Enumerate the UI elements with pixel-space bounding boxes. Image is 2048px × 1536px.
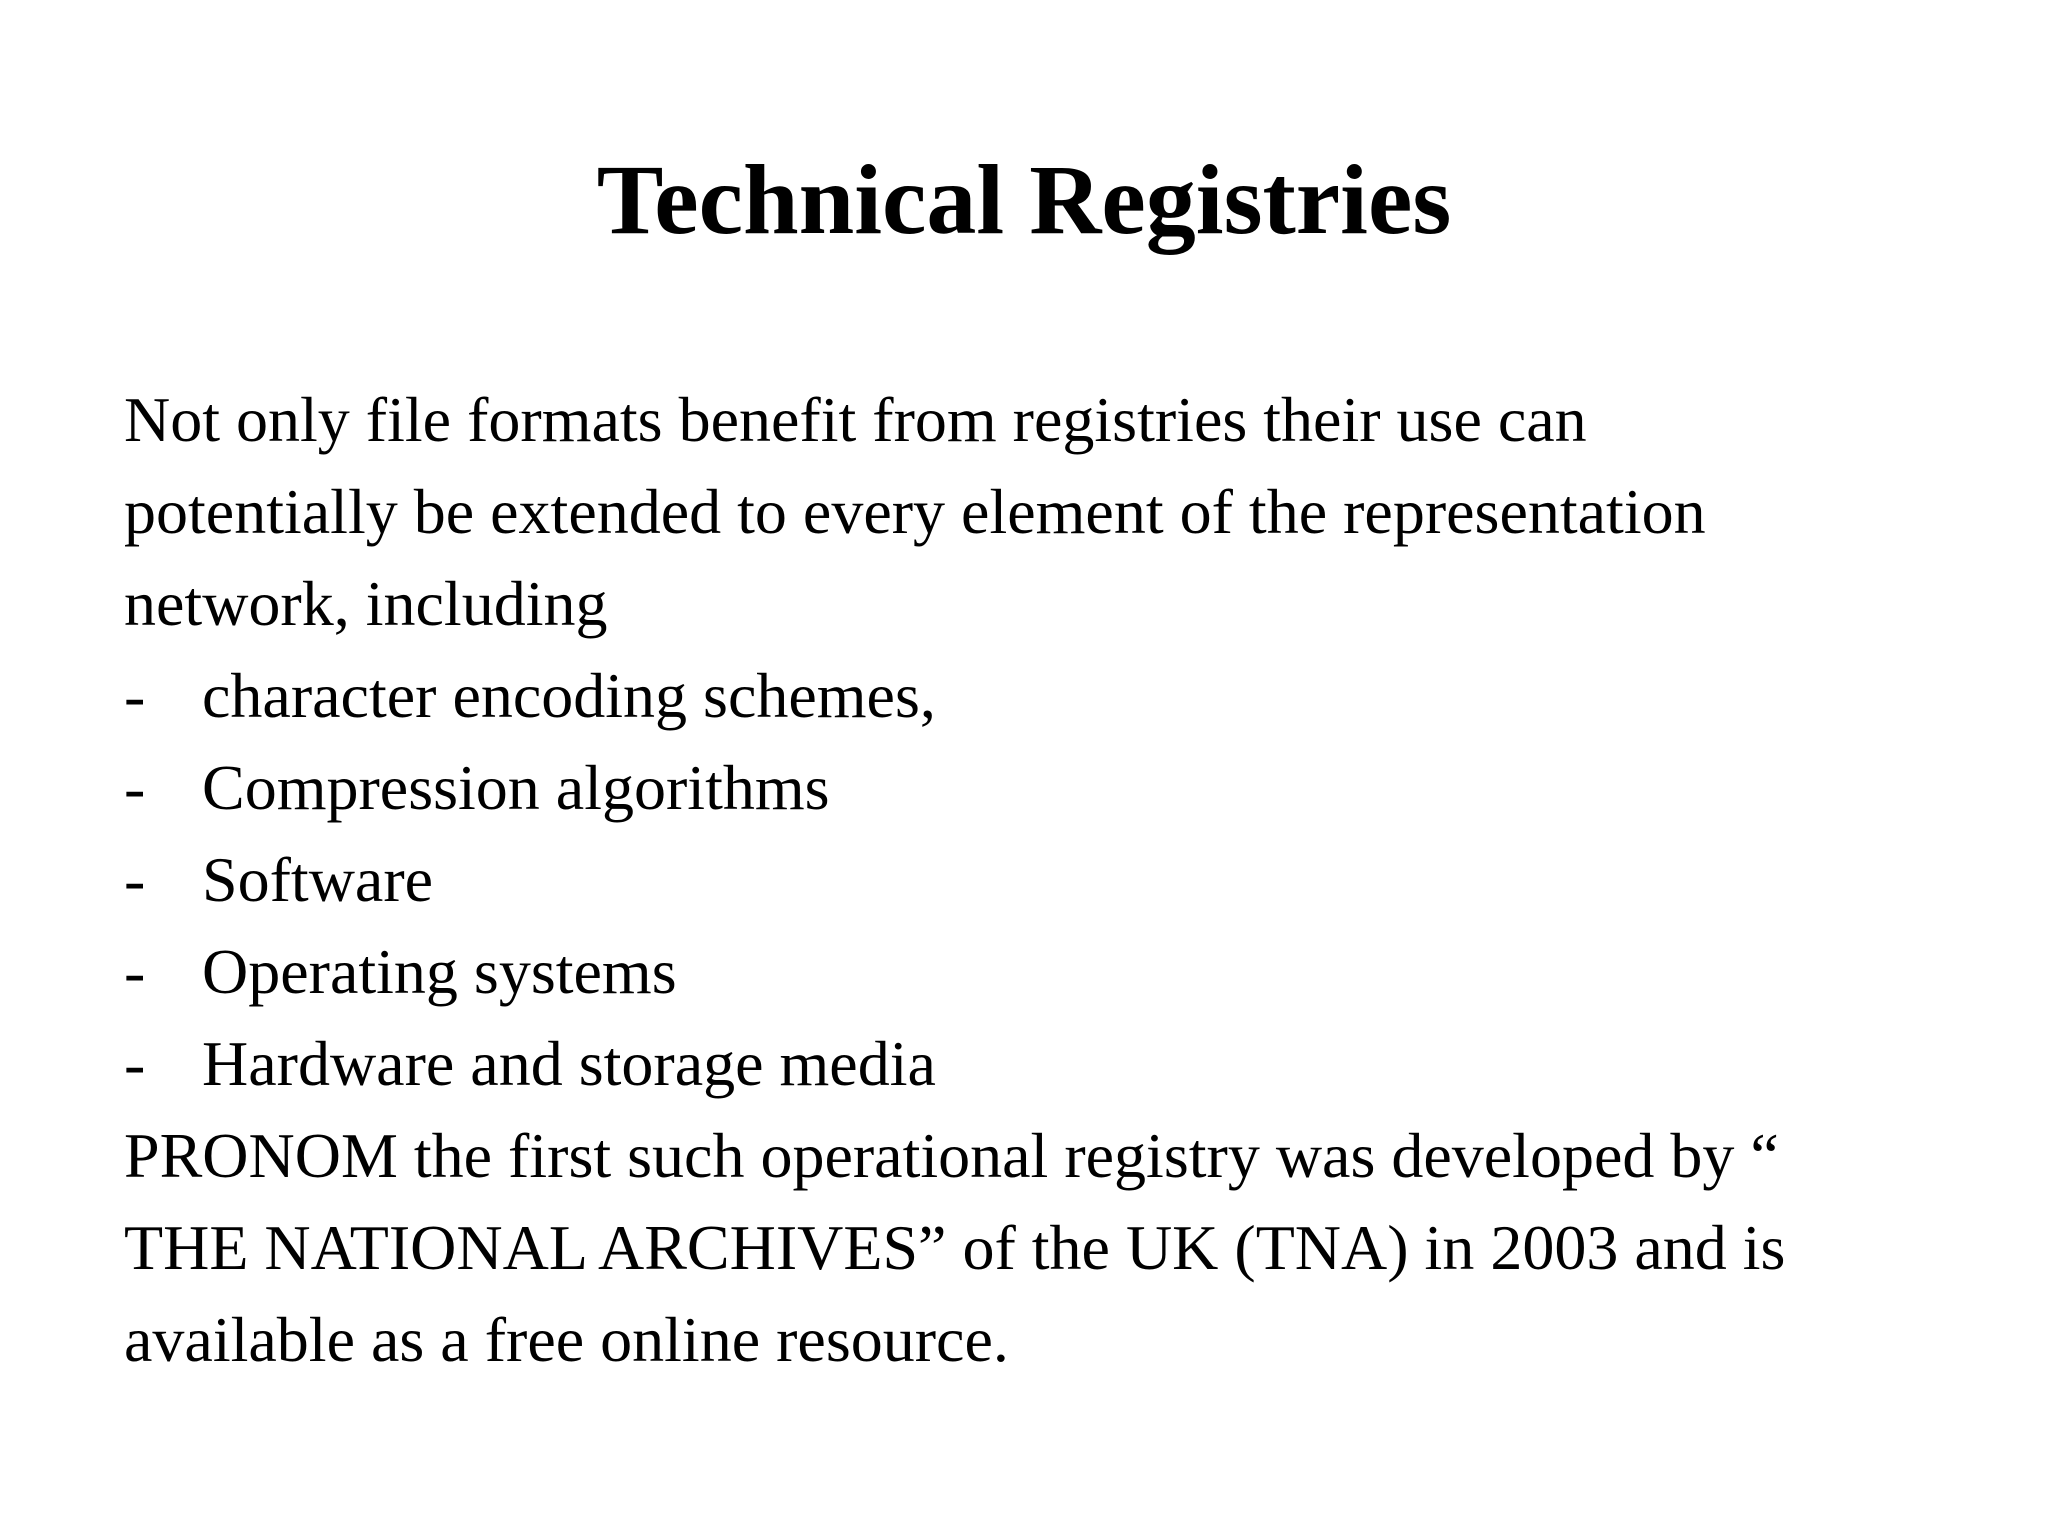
dash-marker: - [124, 936, 146, 1007]
intro-paragraph [124, 374, 1984, 650]
closing-line: PRONOM the first such operational registry was developed by “ [124, 1120, 1779, 1191]
list-item [124, 650, 1984, 742]
closing-paragraph [124, 1110, 1984, 1386]
dash-marker: - [124, 1028, 146, 1099]
list-item [124, 742, 1984, 834]
registry-element-list [124, 650, 1984, 1110]
dash-marker: - [124, 844, 146, 915]
list-item-text: Operating systems [202, 936, 677, 1007]
list-item-text: character encoding schemes, [202, 660, 936, 731]
list-item [124, 1018, 1984, 1110]
intro-line: network, including [124, 568, 608, 639]
slide-title: Technical Registries [596, 144, 1452, 255]
list-item-text: Software [202, 844, 434, 915]
dash-marker: - [124, 660, 146, 731]
list-item [124, 834, 1984, 926]
dash-marker: - [124, 752, 146, 823]
intro-line: potentially be extended to every element of the representation [124, 476, 1706, 547]
intro-line: Not only file formats benefit from registries their use can [124, 384, 1587, 455]
list-item [124, 926, 1984, 1018]
list-item-text: Compression algorithms [202, 752, 830, 823]
list-item-text: Hardware and storage media [202, 1028, 936, 1099]
closing-line: THE NATIONAL ARCHIVES” of the UK (TNA) in 2003 and is [124, 1212, 1786, 1283]
slide-body [124, 374, 1984, 1386]
closing-line: available as a free online resource. [124, 1304, 1009, 1375]
